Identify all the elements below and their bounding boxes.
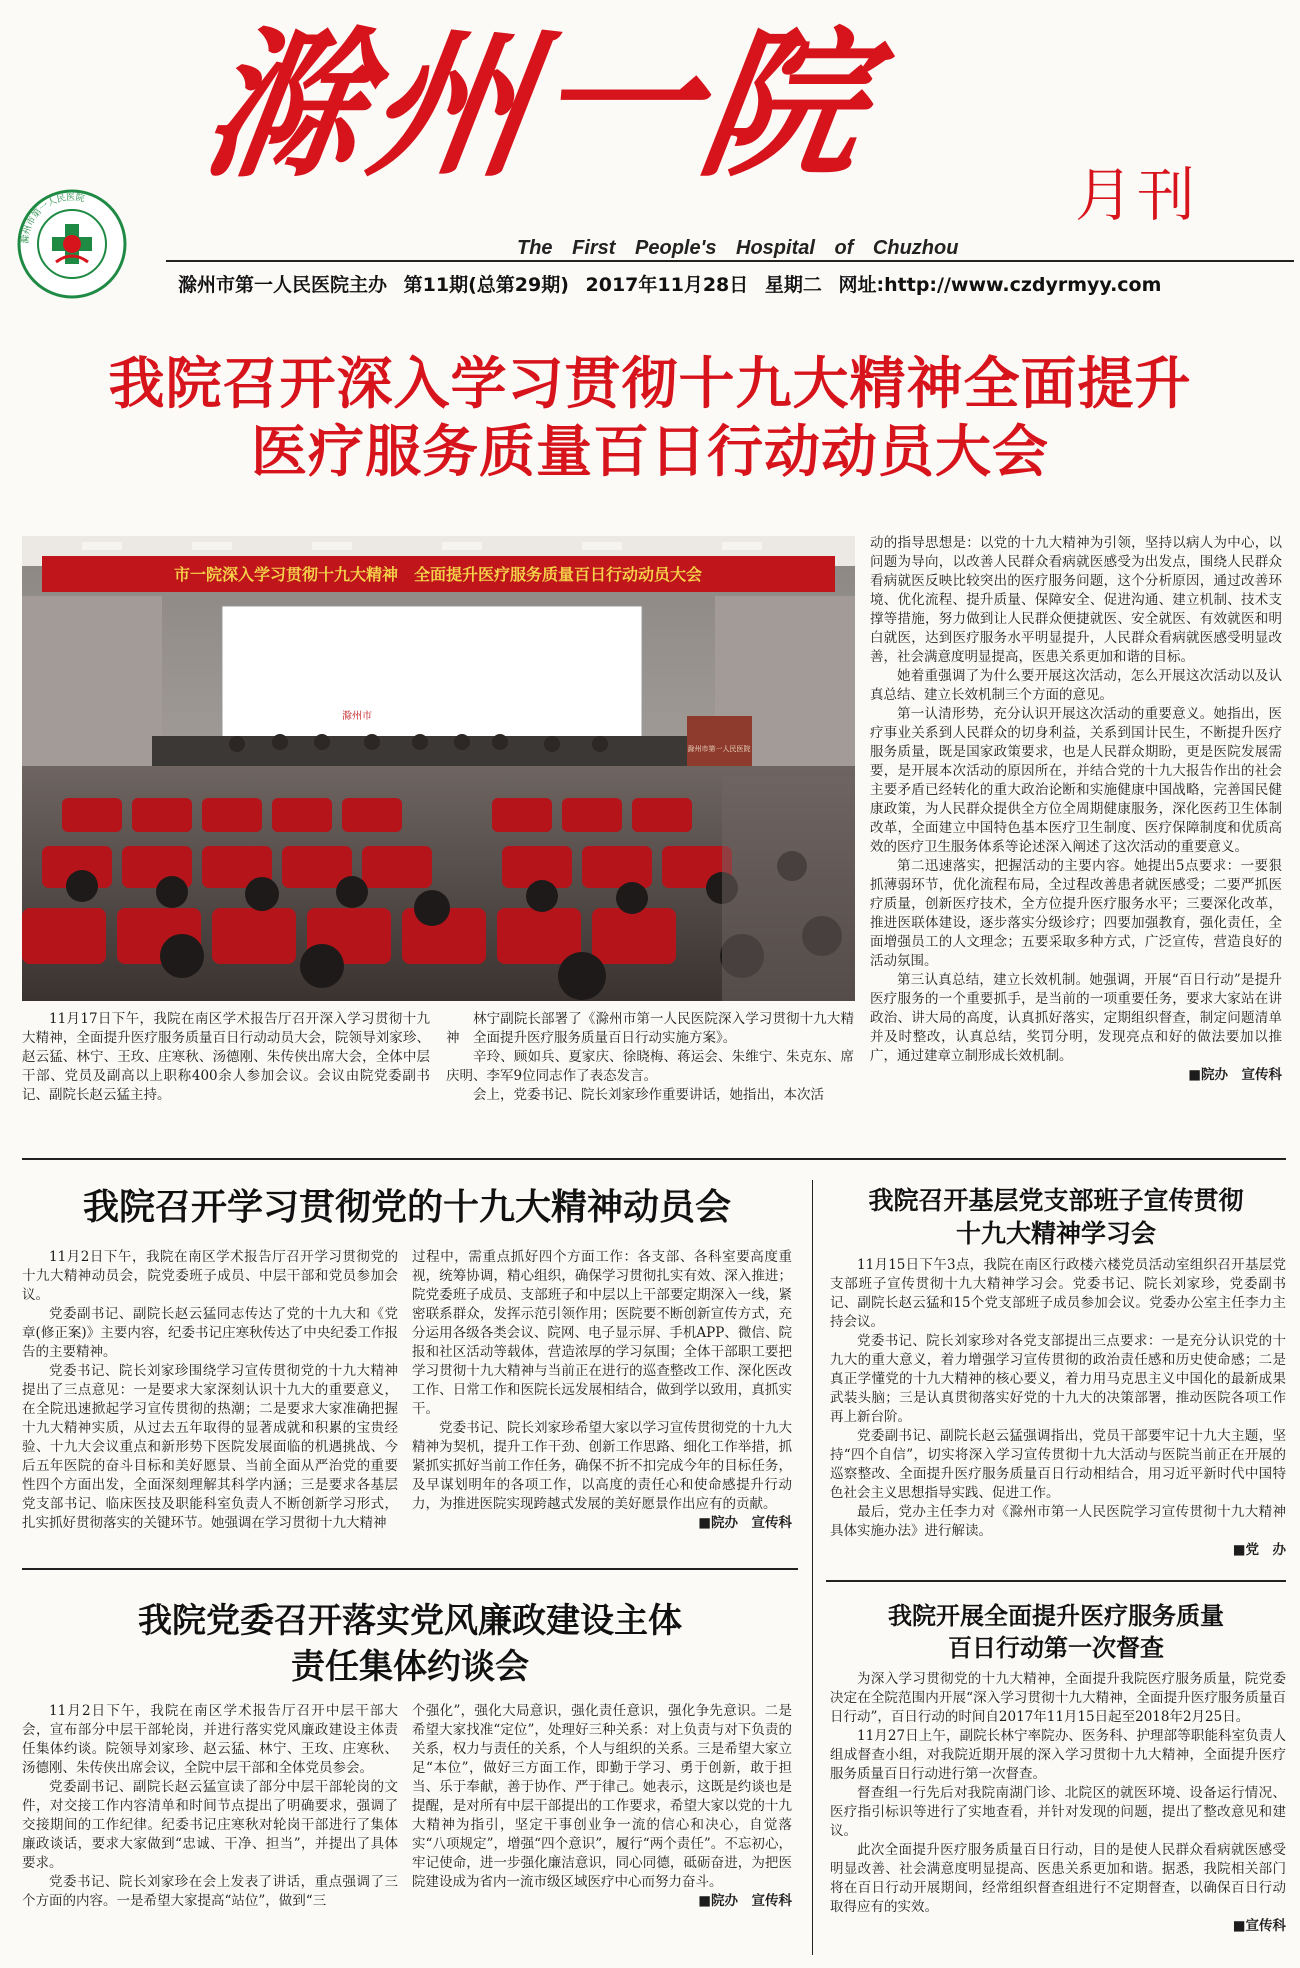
meeting-hall-illustration bbox=[22, 536, 855, 1001]
lead-caption-left bbox=[22, 1010, 430, 1105]
brand-title: 滁州一院 bbox=[191, 11, 883, 199]
story4-col2-p1: 个强化”，强化大局意识，强化责任意识，强化争先意识。二是希望大家找准“定位”，处理好三种关系：对上负责与对下负责的关系，权力与责任的关系，个人与组织的关系。三是希望大家立足“本位”，做好三方面工作，即勤于学习、勇于创新，敢于担当、乐于奉献，善于协作、严于律己。她表示，这既是约谈也是提醒，是对所有中层干部提出的工作要求，希望大家以党的十九大精神为指引，坚定干事创业争一流的信心和决心，自觉落实“八项规定”，增强“四个意识”，履行“两个责任”。不忘初心，牢记使命，进一步强化廉洁意识，同心同德，砥砺奋进，为把医院建设成为省内一流市级区域医疗中心而努力奋斗。 bbox=[412, 1703, 792, 1890]
lead-right-p3: 第一认清形势，充分认识开展这次活动的重要意义。她指出，医疗事业关系到人民群众的切身利益，关系到国计民生，不断提升医疗服务质量，既是国家政策要求，也是人民群众期盼，更是医院发展需要，是开展本次活动的原因所在，并结合党的十九大报告作出的社会主要矛盾已经转化的重大政治论断和实施健康中国战略，完善国民健康政策，为人民群众提供全方位全周期健康服务，深化医药卫生体制改革，全面建立中国特色基本医疗卫生制度、医疗保障制度和优质高效的医疗卫生服务体系等论述深入阐述了这次活动的重要意义。 bbox=[870, 706, 1282, 855]
story3-body bbox=[830, 1256, 1286, 1560]
story4-signature: ■院办 宣传科 bbox=[698, 1893, 792, 1909]
hospital-logo-seal bbox=[16, 188, 128, 300]
story-separator-right bbox=[826, 1580, 1286, 1582]
story-separator-left bbox=[22, 1568, 798, 1570]
sponsor: 滁州市第一人民医院主办 bbox=[178, 274, 388, 296]
issue-weekday: 星期二 bbox=[764, 274, 822, 296]
story2-col2 bbox=[412, 1248, 792, 1533]
story4-title-line1: 我院党委召开落实党风廉政建设主体 bbox=[138, 1601, 682, 1641]
story2-col2-p2: 党委书记、院长刘家珍希望大家以学习宣传贯彻党的十九大精神为契机，提升工作干劲、创新工作思路、细化工作举措，抓紧抓实抓好当前工作任务，确保不折不扣完成今年的目标任务，及早谋划明年的各项工作，以高度的责任心和使命感提升行动力，为推进医院实现跨越式发展的美好愿景作出应有的贡献。 bbox=[412, 1420, 792, 1512]
photo-podium-sign: 滁州市第一人民医院 bbox=[687, 745, 751, 753]
story2-signature: ■院办 宣传科 bbox=[698, 1515, 792, 1531]
story4-col1-p2: 党委副书记、副院长赵云猛宣读了部分中层干部轮岗的文件，对交接工作内容清单和时间节点提出了明确要求，强调了交接期间的工作纪律。纪委书记庄寒秋对轮岗干部进行了集体廉政谈话，要求大家做到“忠诚、干净、担当”，并提出了具体要求。 bbox=[22, 1779, 398, 1871]
caption-left-text: 11月17日下午，我院在南区学术报告厅召开深入学习贯彻十九大精神，全面提升医疗服务质量百日行动动员大会，院领导刘家珍、赵云猛、林宁、王玫、庄寒秋、汤德刚、朱传侠出席大会，全体中层干部、党员及副高以上职称400余人参加会议。会议由院党委副书记、副院长赵云猛主持。 bbox=[22, 1011, 430, 1103]
story2-col1 bbox=[22, 1248, 398, 1533]
story3-p4: 最后，党办主任李力对《滁州市第一人民医院学习宣传贯彻十九大精神具体实施办法》进行解读。 bbox=[830, 1504, 1286, 1539]
logo-ring-text: 滁州市第一人民医院 bbox=[20, 192, 86, 245]
story2-col1-p1: 11月2日下午，我院在南区学术报告厅召开学习贯彻党的十九大精神动员会，院党委班子成员、中层干部和党员参加会议。 bbox=[22, 1249, 398, 1303]
caption-mid-p1: 林宁副院长部署了《滁州市第一人民医院深入学习贯彻十九大精神 全面提升医疗服务质量百日行动实施方案》。 bbox=[446, 1011, 854, 1046]
lead-photo bbox=[22, 536, 855, 1001]
photo-stage-sign: 滁州市 bbox=[342, 711, 372, 722]
story2-col2-p1: 过程中，需重点抓好四个方面工作：各支部、各科室要高度重视，统筹协调，精心组织，确保学习贯彻扎实有效、深入推进；院党委班子成员、支部班子和中层以上干部要定期深入一线，紧密联系群众，发挥示范引领作用；医院要不断创新宣传方式，充分运用各级各类会议、院网、电子显示屏、手机APP、微信、院报和社区活动等载体，营造浓厚的学习氛围；全体干部职工要把学习贯彻十九大精神与当前正在进行的巡查整改工作、深化医改工作、日常工作和医院长远发展相结合，做到学以致用，真抓实干。 bbox=[412, 1249, 792, 1417]
story5-signature: ■宣传科 bbox=[1232, 1918, 1286, 1934]
lead-headline-line2: 医疗服务质量百日行动动员大会 bbox=[251, 420, 1049, 485]
monthly-label: 月刊 bbox=[1075, 161, 1200, 229]
story5-body bbox=[830, 1670, 1286, 1936]
caption-mid-p2: 辛玲、顾如兵、夏家庆、徐晓梅、蒋运会、朱维宁、朱克东、席庆明、李军9位同志作了表态发言。 bbox=[446, 1049, 854, 1084]
story3-p2: 党委书记、院长刘家珍对各党支部提出三点要求：一是充分认识党的十九大的重大意义，着力增强学习宣传贯彻的政治责任感和历史使命感；二是真正学懂党的十九大精神的核心要义，着力用马克思主义中国化的最新成果武装头脑；三是认真贯彻落实好党的十九大的决策部署，推动医院各项工作再上新台阶。 bbox=[830, 1333, 1286, 1425]
issue-info bbox=[178, 270, 1171, 297]
lead-headline-line1: 我院召开深入学习贯彻十九大精神全面提升 bbox=[108, 352, 1192, 417]
issue-date: 2017年11月28日 bbox=[585, 274, 749, 296]
english-name: The First People's Hospital of Chuzhou bbox=[517, 237, 959, 259]
story4-col2 bbox=[412, 1702, 792, 1911]
caption-mid-p3: 会上，党委书记、院长刘家珍作重要讲话，她指出，本次活 bbox=[473, 1087, 824, 1103]
story2-title: 我院召开学习贯彻党的十九大精神动员会 bbox=[82, 1187, 731, 1228]
story3-p1: 11月15日下午3点，我院在南区行政楼六楼党员活动室组织召开基层党支部班子宣传贯彻十九大精神学习会。党委书记、院长刘家珍，党委副书记、副院长赵云猛和15个党支部班子成员参加会议。党委办公室主任李力主持会议。 bbox=[830, 1257, 1286, 1330]
story4-col1-p1: 11月2日下午，我院在南区学术报告厅召开中层干部大会，宣布部分中层干部轮岗，并进行落实党风廉政建设主体责任集体约谈。院领导刘家珍、赵云猛、林宁、王玫、庄寒秋、汤德刚、朱传侠出席会议，全院中层干部和全体党员参会。 bbox=[22, 1703, 398, 1776]
story5-title-line1: 我院开展全面提升医疗服务质量 bbox=[888, 1602, 1224, 1630]
lead-right-p4: 第二迅速落实，把握活动的主要内容。她提出5点要求：一要狠抓薄弱环节，优化流程布局，全过程改善患者就医感受；二要严抓医疗质量，创新医疗技术，全方位提升医疗服务水平；三要深化改革，推进医联体建设，逐步落实分级诊疗；四要加强教育，强化责任，全面增强员工的人文理念；五要采取多种方式，广泛宣传，营造良好的活动氛围。 bbox=[870, 858, 1282, 969]
lead-caption-mid bbox=[446, 1010, 854, 1105]
masthead-rule bbox=[166, 260, 1294, 262]
story5-p3: 督查组一行先后对我院南湖门诊、北院区的就医环境、设备运行情况、医疗指引标识等进行了实地查看，并针对发现的问题，提出了整改意见和建议。 bbox=[830, 1785, 1286, 1839]
website: 网址:http://www.czdyrmyy.com bbox=[838, 274, 1162, 296]
story3-signature: ■党 办 bbox=[1232, 1542, 1286, 1558]
story2-col1-p2: 党委副书记、副院长赵云猛同志传达了党的十九大和《党章(修正案)》主要内容，纪委书记庄寒秋传达了中央纪委工作报告的主要精神。 bbox=[22, 1306, 398, 1360]
masthead bbox=[0, 0, 1300, 300]
lead-right-column bbox=[870, 534, 1282, 1085]
story3-title-line1: 我院召开基层党支部班子宣传贯彻 bbox=[868, 1186, 1244, 1215]
story2-col1-p3: 党委书记、院长刘家珍围绕学习宣传贯彻党的十九大精神提出了三点意见：一是要求大家深刻认识十九大的重要意义，在全院迅速掀起学习宣传贯彻的热潮；二是要求大家准确把握十九大精神实质，从过去五年取得的显著成就和积累的宝贵经验、十九大会议重点和新形势下医院发展面临的机遇挑战、今后五年医院的奋斗目标和美好愿景、当前全面从严治党的重要性四个方面出发，全面深刻理解其科学内涵；三是要求各基层党支部书记、临床医技及职能科室负责人不断创新学习形式，扎实抓好贯彻落实的关键环节。她强调在学习贯彻十九大精神 bbox=[22, 1363, 398, 1531]
issue-number: 第11期(总第29期) bbox=[403, 274, 569, 296]
story3-p3: 党委副书记、副院长赵云猛强调指出，党员干部要牢记十九大主题，坚持“四个自信”，切实将深入学习宣传贯彻十九大活动与医院当前正在开展的巡察整改、全面提升医疗服务质量百日行动相结合，用习近平新时代中国特色社会主义思想指导实践、促进工作。 bbox=[830, 1428, 1286, 1501]
lead-right-p2: 她着重强调了为什么要开展这次活动，怎么开展这次活动以及认真总结、建立长效机制三个方面的意见。 bbox=[870, 668, 1282, 703]
story4-col1 bbox=[22, 1702, 398, 1911]
story5-p4: 此次全面提升医疗服务质量百日行动，目的是使人民群众看病就医感受明显改善、社会满意度明显提高、医患关系更加和谐。据悉，我院相关部门将在百日行动开展期间，经常组织督查组进行不定期督查，以确保百日行动取得应有的实效。 bbox=[830, 1842, 1286, 1915]
story4-title-line2: 责任集体约谈会 bbox=[291, 1647, 529, 1687]
story5-p2: 11月27日上午，副院长林宁率院办、医务科、护理部等职能科室负责人组成督查小组，对我院近期开展的深入学习贯彻十九大精神，全面提升医疗服务质量百日行动进行第一次督查。 bbox=[830, 1728, 1286, 1782]
story3-title bbox=[826, 1184, 1286, 1250]
lead-right-p1: 动的指导思想是：以党的十九大精神为引领，坚持以病人为中心，以问题为导向，以改善人民群众看病就医感受为出发点，围绕人民群众看病就医反映比较突出的医疗服务问题，这个分析原因，通过改善环境、优化流程、提升质量、保障安全、促进沟通、建立机制、技术支撑等措施，努力做到让人民群众便捷就医、安全就医、有效就医和明白就医，达到医疗服务水平明显提升，人民群众看病就医感受明显改善，社会满意度明显提高，医患关系更加和谐的目标。 bbox=[870, 535, 1282, 665]
section-rule bbox=[22, 1158, 1286, 1160]
column-divider bbox=[812, 1180, 813, 1955]
story5-title-line2: 百日行动第一次督查 bbox=[948, 1634, 1164, 1662]
lead-signature: ■院办 宣传科 bbox=[1188, 1067, 1282, 1083]
story4-col1-p3: 党委书记、院长刘家珍在会上发表了讲话，重点强调了三个方面的内容。一是希望大家提高“站位”，做到“三 bbox=[22, 1874, 398, 1909]
story4-title bbox=[22, 1598, 798, 1690]
story3-title-line2: 十九大精神学习会 bbox=[955, 1219, 1156, 1248]
story5-title bbox=[826, 1600, 1286, 1664]
lead-right-p5: 第三认真总结，建立长效机制。她强调，开展“百日行动”是提升医疗服务的一个重要抓手，是当前的一项重要任务，要求大家站在讲政治、讲大局的高度，认真抓好落实，定期组织督查，制定问题清单并及时整改，认真总结，奖罚分明，发现亮点和好的做法要加以推广，通过建章立制形成长效机制。 bbox=[870, 972, 1282, 1064]
story5-p1: 为深入学习贯彻党的十九大精神，全面提升我院医疗服务质量，院党委决定在全院范围内开展“深入学习贯彻十九大精神，全面提升医疗服务质量百日行动”，百日行动的时间自2017年11月15日起至2018年2月25日。 bbox=[830, 1671, 1286, 1725]
photo-banner-text: 市一院深入学习贯彻十九大精神 全面提升医疗服务质量百日行动动员大会 bbox=[173, 565, 703, 584]
